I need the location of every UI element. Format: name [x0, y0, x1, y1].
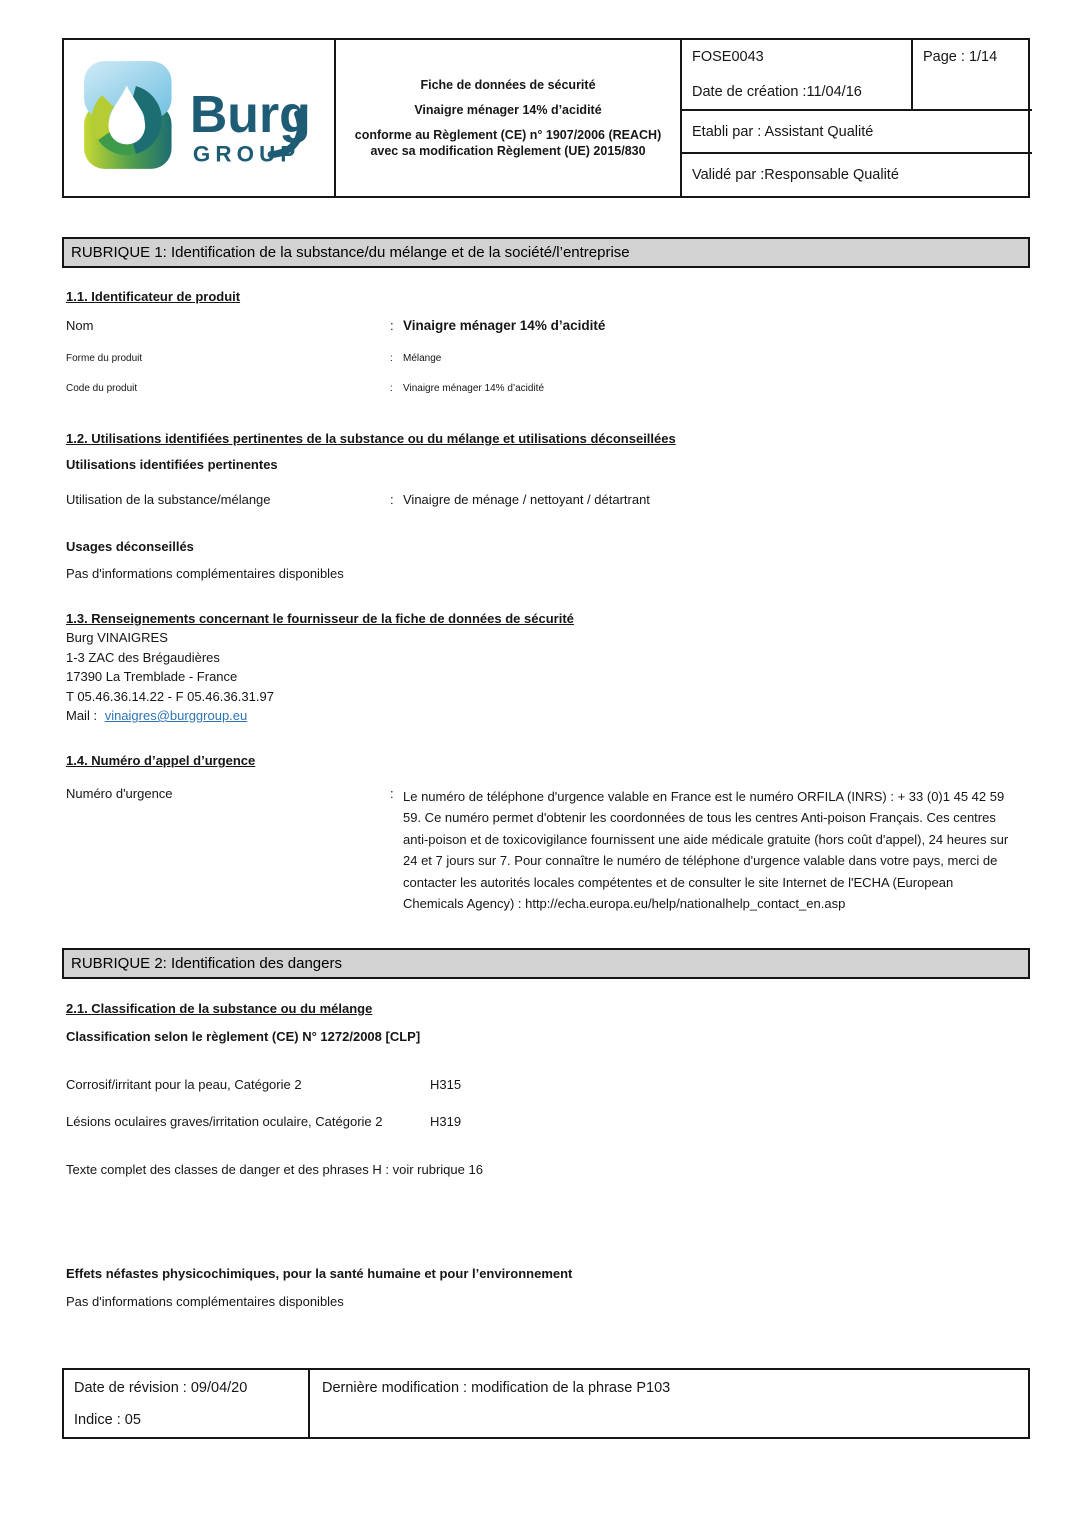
forme-produit-colon: :: [390, 353, 393, 364]
doc-title-line2: Vinaigre ménager 14% d’acidité: [414, 102, 602, 117]
hazard-h-code: H315: [430, 1077, 462, 1092]
section-1-banner-title: RUBRIQUE 1: Identification de la substance/du mélange et de la société/l’entreprise: [71, 244, 630, 261]
utilisation-value: Vinaigre de ménage / nettoyant / détartrant: [403, 492, 650, 507]
page-number: Page : 1/14: [923, 49, 998, 65]
forme-produit-value: Mélange: [403, 353, 442, 364]
no-info-text-2: Pas d'informations complémentaires disponibles: [66, 1294, 344, 1309]
code-produit-value: Vinaigre ménager 14% d’acidité: [403, 383, 545, 394]
nom-colon: :: [390, 318, 394, 333]
footer-left-cell: [64, 1370, 310, 1437]
full-text-reference: Texte complet des classes de danger et des phrases H : voir rubrique 16: [66, 1162, 483, 1177]
heading-1-2: 1.2. Utilisations identifiées pertinentes de la substance ou du mélange et utilisations déconseillées: [66, 431, 676, 446]
footer-right-cell: [310, 1370, 1028, 1437]
footer-revision-table: [62, 1368, 1030, 1439]
page-number-cell: [913, 40, 1032, 111]
logo-group-text: GROUP: [192, 141, 301, 167]
supplier-name: Burg VINAIGRES: [66, 630, 168, 645]
last-modification: Dernière modification : modification de la phrase P103: [322, 1380, 671, 1396]
revision-date: Date de révision : 09/04/20: [74, 1380, 248, 1396]
logo-ring-yellow: [100, 101, 108, 135]
company-logo: [64, 40, 336, 196]
code-produit-label: Code du produit: [66, 383, 138, 394]
supplier-mail-line: [66, 706, 274, 726]
section-2-banner-title: RUBRIQUE 2: Identification des dangers: [71, 955, 342, 972]
no-info-text-1: Pas d'informations complémentaires disponibles: [66, 566, 344, 581]
supplier-address-block: [66, 628, 274, 726]
hazard-class-label: Lésions oculaires graves/irritation oculaire, Catégorie 2: [66, 1114, 383, 1129]
mail-label: Mail :: [66, 708, 98, 723]
heading-1-4: 1.4. Numéro d’appel d’urgence: [66, 753, 256, 768]
revision-indice: Indice : 05: [74, 1412, 141, 1428]
nom-label: Nom: [66, 318, 94, 333]
subheading-effets-nefastes: Effets néfastes physicochimiques, pour la santé humaine et pour l’environnement: [66, 1266, 573, 1281]
urgence-colon: :: [390, 786, 394, 801]
supplier-city: 17390 La Tremblade - France: [66, 669, 238, 684]
supplier-phone-fax: T 05.46.36.14.22 - F 05.46.36.31.97: [66, 688, 274, 704]
subheading-classification-clp: Classification selon le règlement (CE) N° 1272/2008 [CLP]: [66, 1029, 421, 1044]
subheading-utilisations-pertinentes: Utilisations identifiées pertinentes: [66, 457, 278, 472]
heading-1-3: 1.3. Renseignements concernant le fournisseur de la fiche de données de sécurité: [66, 611, 574, 626]
hazard-class-label: Corrosif/irritant pour la peau, Catégorie 2: [66, 1077, 302, 1092]
forme-produit-label: Forme du produit: [66, 353, 143, 364]
mail-link[interactable]: vinaigres@burggroup.eu: [104, 708, 248, 723]
doc-title-line3: conforme au Règlement (CE) n° 1907/2006 (REACH) avec sa modification Règlement (UE) 2015/830: [354, 128, 662, 159]
utilisation-label: Utilisation de la substance/mélange: [66, 492, 271, 507]
supplier-street: 1-3 ZAC des Brégaudières: [66, 649, 220, 665]
urgence-label: Numéro d'urgence: [66, 786, 173, 801]
logo-brand-text: Burg: [189, 85, 311, 144]
code-produit-colon: :: [390, 383, 393, 394]
validated-by-cell: [682, 154, 1032, 196]
validated-by: Validé par :Responsable Qualité: [692, 167, 899, 183]
doc-code-cell: [682, 40, 913, 111]
urgence-value: Le numéro de téléphone d'urgence valable en France est le numéro ORFILA (INRS) : + 33 (0)1 45 42 59 59. Ce numéro permet d'obtenir les coordonnées de tous les centres Anti-poison Français. Ces centres anti-poison et de toxicovigilance fournissent une aide médicale gratuite (hors coût d'appel), 24 heures sur 24 et 7 jours sur 7. Pour connaître le numéro de téléphone d'urgence valable dans votre pays, merci de contacter les autorités locales compétentes et de consulter le site Internet de l'ECHA (European Chemicals Agency) : http://echa.europa.eu/help/nationalhelp_contact_en.asp: [403, 789, 1009, 912]
utilisation-colon: :: [390, 492, 394, 507]
nom-value: Vinaigre ménager 14% d’acidité: [403, 318, 606, 333]
creation-date: Date de création :11/04/16: [692, 84, 862, 100]
document-title-block: [336, 40, 682, 196]
heading-1-1: 1.1. Identificateur de produit: [66, 289, 241, 304]
burg-group-logo-graphic: [80, 57, 318, 179]
section-2-banner: [62, 948, 1030, 979]
doc-code: FOSE0043: [692, 49, 764, 65]
prepared-by-cell: [682, 111, 1032, 154]
hazard-h-code: H319: [430, 1114, 462, 1129]
doc-title-line1: Fiche de données de sécurité: [420, 77, 596, 92]
heading-2-1: 2.1. Classification de la substance ou du mélange: [66, 1001, 373, 1016]
prepared-by: Etabli par : Assistant Qualité: [692, 123, 874, 140]
section-1-banner: [62, 237, 1030, 268]
header-table: [62, 38, 1030, 198]
subheading-usages-deconseilles: Usages déconseillés: [66, 539, 194, 554]
